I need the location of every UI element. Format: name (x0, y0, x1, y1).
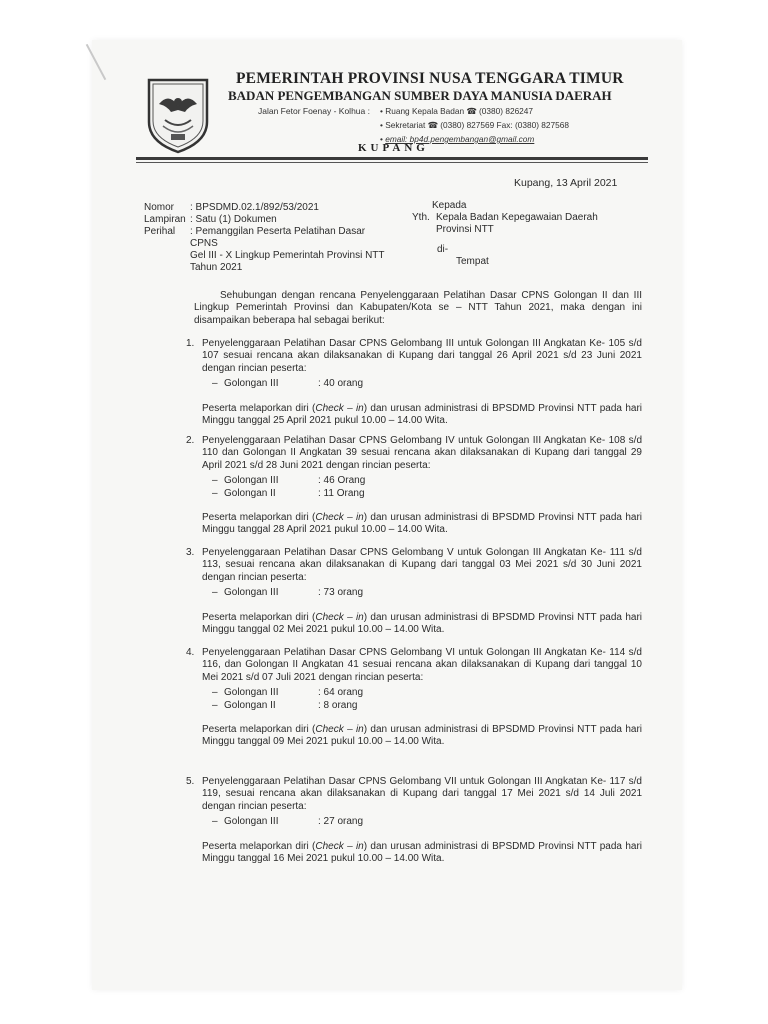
tempat-label: Tempat (456, 256, 489, 267)
kepada-label: Kepada (432, 200, 467, 211)
report-paragraph: Peserta melaporkan diri (Check – in) dan urusan administrasi di BPSDMD Provinsi NTT pada hari Minggu tanggal 09 Mei 2021 pukul 10.00 – 14.00 Wita. (202, 724, 642, 748)
peserta-row: – Golongan III : 64 orang (212, 687, 364, 699)
golongan-label: Golongan III (224, 475, 279, 487)
golongan-label: Golongan III (224, 687, 279, 699)
nomor-label: Nomor (144, 202, 175, 213)
golongan-count: : 40 orang (318, 378, 364, 390)
intro-paragraph: Sehubungan dengan rencana Penyelenggaraan Pelatihan Dasar CPNS Golongan II dan III Lingkup Pemerintah Provinsi dan Kabupaten/Kota se – NTT Tahun 2021, maka dengan ini disampaikan beberapa hal sebagai berikut: (194, 290, 642, 326)
golongan-count: : 64 orang (318, 687, 364, 699)
contact-line: • email: bp4d.pengembangan@gmail.com (380, 134, 535, 144)
email-link[interactable]: email: bp4d.pengembangan@gmail.com (385, 134, 535, 144)
list-item (186, 776, 642, 865)
item-number: 2. (186, 435, 195, 446)
golongan-count: : 11 Orang (318, 487, 365, 499)
item-number: 3. (186, 547, 195, 558)
peserta-row: – Golongan II : 11 Orang (212, 487, 365, 499)
list-item (186, 338, 642, 427)
golongan-label: Golongan III (224, 587, 279, 599)
letterhead-city: KUPANG (358, 142, 429, 154)
golongan-label: Golongan III (224, 378, 279, 390)
peserta-row: – Golongan III : 46 Orang (212, 475, 366, 487)
golongan-count: : 73 orang (318, 587, 364, 599)
list-item (186, 647, 642, 749)
perihal-label: Perihal (144, 226, 176, 237)
perihal-value-2: Gel III - X Lingkup Pemerintah Provinsi NTT (190, 250, 385, 261)
golongan-count: : 46 Orang (318, 475, 366, 487)
letterhead-address: Jalan Fetor Foenay - Kolhua : (258, 106, 370, 116)
yth-label: Yth. (412, 212, 430, 223)
peserta-row: – Golongan III : 27 orang (212, 816, 364, 828)
letterhead-title: PEMERINTAH PROVINSI NUSA TENGGARA TIMUR (236, 70, 624, 87)
letterhead-divider (136, 157, 648, 160)
letter-date: Kupang, 13 April 2021 (514, 177, 618, 189)
letterhead-divider-thin (136, 162, 648, 163)
letter-body (186, 290, 642, 865)
letterhead-subtitle: BADAN PENGEMBANGAN SUMBER DAYA MANUSIA DAERAH (228, 88, 612, 103)
perihal-value-3: Tahun 2021 (190, 262, 243, 273)
list-item (186, 435, 642, 537)
golongan-label: Golongan II (224, 487, 276, 499)
item-number: 4. (186, 647, 195, 658)
report-paragraph: Peserta melaporkan diri (Check – in) dan urusan administrasi di BPSDMD Provinsi NTT pada hari Minggu tanggal 02 Mei 2021 pukul 10.00 – 14.00 Wita. (202, 611, 642, 636)
lampiran-label: Lampiran (144, 214, 186, 225)
list-item (186, 547, 642, 636)
letterhead-contacts (380, 104, 569, 146)
recipient-province: Provinsi NTT (436, 224, 494, 235)
item-text: Penyelenggaraan Pelatihan Dasar CPNS Gelombang IV untuk Golongan III Angkatan Ke- 108 s/d 110 dan Golongan II Angkatan 39 sesuai rencana akan dilaksanakan di Kupang dari tanggal 29 April 2021 s/d 28 Juni 2021 dengan rincian peserta: (202, 435, 642, 471)
di-label: di- (437, 244, 449, 255)
provincial-emblem-icon (145, 76, 211, 154)
nomor-value: : BPSDMD.02.1/892/53/2021 (190, 202, 319, 213)
peserta-row: – Golongan III : 73 orang (212, 587, 364, 599)
item-text: Penyelenggaraan Pelatihan Dasar CPNS Gelombang V untuk Golongan III Angkatan Ke- 111 s/d 113, sesuai rencana akan dilaksanakan di Kupang dari tanggal 03 Mei 2021 s/d 30 Juni 2021 dengan rincian peserta: (202, 547, 642, 583)
peserta-row: – Golongan II : 8 orang (212, 699, 358, 711)
golongan-label: Golongan III (224, 816, 279, 828)
contact-line: • Sekretariat ☎ (0380) 827569 Fax: (0380) 827568 (380, 120, 569, 130)
perihal-value: : Pemanggilan Peserta Pelatihan Dasar CPNS (190, 226, 366, 249)
item-number: 1. (186, 338, 195, 349)
peserta-row: – Golongan III : 40 orang (212, 378, 364, 390)
item-number: 5. (186, 776, 195, 787)
recipient-name: Kepala Badan Kepegawaian Daerah (436, 212, 598, 223)
golongan-label: Golongan II (224, 699, 276, 711)
recipient-block (412, 200, 598, 268)
item-text: Penyelenggaraan Pelatihan Dasar CPNS Gelombang VI untuk Golongan III Angkatan Ke- 114 s/d 116, dan Golongan II Angkatan 41 sesuai rencana akan dilaksanakan di Kupang dari tanggal 10 Mei 2021 s/d 07 Juli 2021 dengan rincian peserta: (202, 647, 642, 683)
golongan-count: : 27 orang (318, 816, 364, 828)
golongan-count: : 8 orang (318, 699, 358, 711)
item-text: Penyelenggaraan Pelatihan Dasar CPNS Gelombang III untuk Golongan III Angkatan Ke- 105 s/d 107 sesuai rencana akan dilaksanakan di Kupang dari tanggal 26 April 2021 s/d 23 Juni 2021 dengan rincian peserta: (202, 338, 642, 374)
letter-meta (144, 202, 390, 274)
lampiran-value: : Satu (1) Dokumen (190, 214, 277, 225)
report-paragraph: Peserta melaporkan diri (Check – in) dan urusan administrasi di BPSDMD Provinsi NTT pada hari Minggu tanggal 28 April 2021 pukul 10.00 – 14.00 Wita. (202, 512, 642, 536)
item-text: Penyelenggaraan Pelatihan Dasar CPNS Gelombang VII untuk Golongan III Angkatan Ke- 117 s/d 119, sesuai rencana akan dilaksanakan di Kupang dari tanggal 17 Mei 2021 s/d 14 Juli 2021 dengan rincian peserta: (202, 776, 642, 812)
report-paragraph: Peserta melaporkan diri (Check – in) dan urusan administrasi di BPSDMD Provinsi NTT pada hari Minggu tanggal 16 Mei 2021 pukul 10.00 – 14.00 Wita. (202, 840, 642, 865)
contact-line: • Ruang Kepala Badan ☎ (0380) 826247 (380, 106, 534, 116)
report-paragraph: Peserta melaporkan diri (Check – in) dan urusan administrasi di BPSDMD Provinsi NTT pada hari Minggu tanggal 25 April 2021 pukul 10.00 – 14.00 Wita. (202, 402, 642, 427)
